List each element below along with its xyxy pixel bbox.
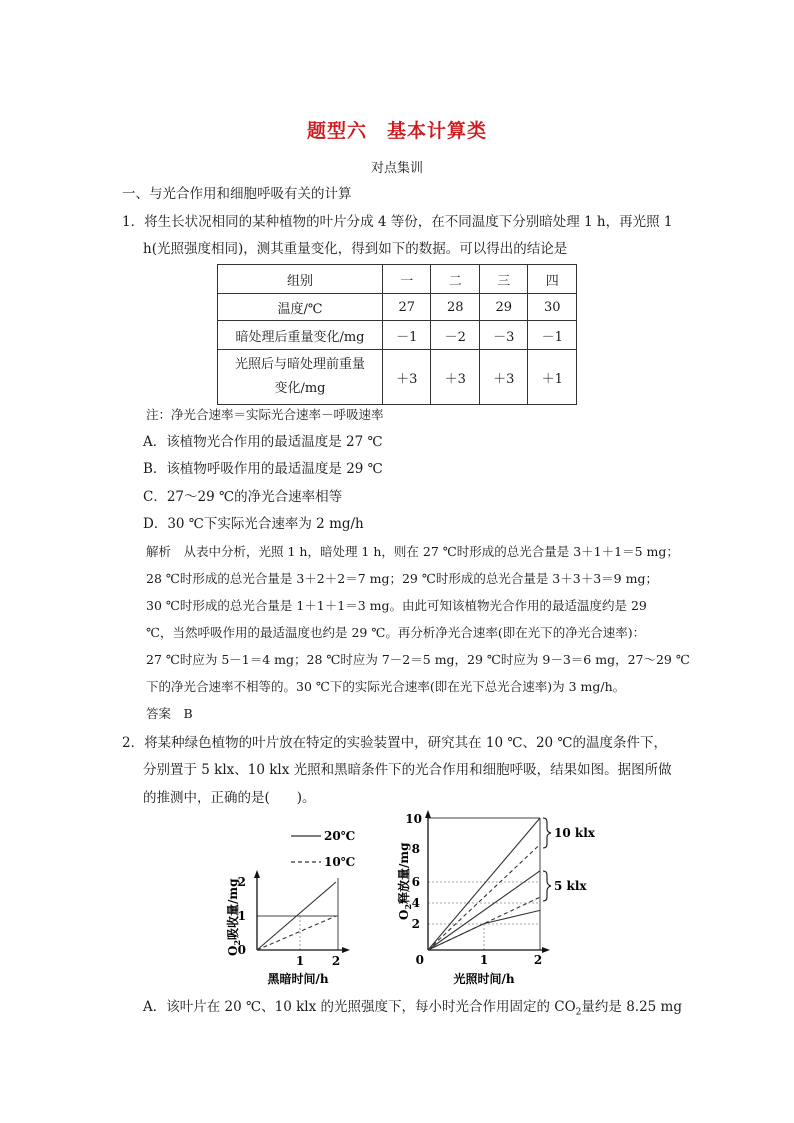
bracket-label: 5 klx <box>554 879 587 893</box>
bracket-5klx <box>543 871 551 901</box>
y-axis-label-rest: 吸收量/mg <box>226 878 240 940</box>
table-cell: 二 <box>431 265 480 294</box>
y-axis-label-sub: 2 <box>232 939 242 946</box>
table-cell: 28 <box>431 294 480 321</box>
bracket-label: 10 klx <box>554 826 595 840</box>
table-row <box>218 321 577 350</box>
q1-option-c: C．27～29 ℃的净光合速率相等 <box>143 489 343 505</box>
x-tick-label: 2 <box>533 953 543 967</box>
legend-label: 20℃ <box>324 829 356 843</box>
table-cell-line: 变化/mg <box>274 381 326 396</box>
page-title: 题型六 基本计算类 <box>306 120 487 142</box>
table-cell: 27 <box>382 294 431 321</box>
table-cell: －3 <box>479 321 528 350</box>
table-cell: 组别 <box>218 265 383 294</box>
series-line-1 <box>428 844 540 950</box>
table-cell: 温度/℃ <box>218 294 383 321</box>
q1-note: 注：净光合速率＝实际光合速率－呼吸速率 <box>146 407 384 422</box>
table-cell: 29 <box>479 294 528 321</box>
q1-analysis-line: ℃，当然呼吸作用的最适温度也约是 29 ℃。再分析净光合速率(即在光下的净光合速率)： <box>146 625 646 640</box>
table-cell: ＋3 <box>479 350 528 405</box>
series-line-2 <box>428 871 540 950</box>
y-tick-label: 10 <box>405 812 422 826</box>
y-tick-label: 2 <box>237 875 246 889</box>
q1-analysis-line: 27 ℃时应为 5－1＝4 mg；28 ℃时应为 7－2＝5 mg，29 ℃时应为 9－3＝6 mg，27～29 ℃ <box>146 652 690 667</box>
table-cell: 30 <box>528 294 577 321</box>
x-axis-arrow <box>342 947 350 953</box>
bracket-10klx <box>543 818 551 848</box>
y-tick-label: 1 <box>237 909 246 923</box>
q1-answer: 答案 B <box>146 706 193 721</box>
q2-line3: 的推测中，正确的是( )。 <box>143 790 316 806</box>
table-cell: 暗处理后重量变化/mg <box>218 321 383 350</box>
q1-analysis-line: 解析 从表中分析，光照 1 h，暗处理 1 h，则在 27 ℃时形成的总光合量是 3＋1＋1＝5 mg； <box>146 544 679 559</box>
q2-option-a-sub: 2 <box>575 1007 582 1018</box>
q1-analysis-line: 30 ℃时形成的总光合量是 1＋1＋1＝3 mg。由此可知该植物光合作用的最适温度约是 29 <box>146 598 647 613</box>
x-axis-arrow <box>542 947 550 953</box>
y-tick-label: 6 <box>411 875 420 889</box>
q1-line1: 1．将生长状况相同的某种植物的叶片分成 4 等份，在不同温度下分别暗处理 1 h，再光照 1 <box>122 214 673 230</box>
q1-line2: h(光照强度相同)，测其重量变化，得到如下的数据。可以得出的结论是 <box>143 241 568 257</box>
y-axis-label-rest: 释放量/mg <box>397 842 411 904</box>
q1-analysis-line: 28 ℃时形成的总光合量是 3＋2＋2＝7 mg；29 ℃时形成的总光合量是 3＋3＋3＝9 mg； <box>146 571 658 586</box>
series-group <box>428 818 540 950</box>
table-cell: ＋3 <box>431 350 480 405</box>
table-row <box>218 294 577 321</box>
y-axis-label-main: O <box>226 945 240 956</box>
x-tick-label: 0 <box>415 953 424 967</box>
table-cell: ＋3 <box>382 350 431 405</box>
table-cell: －2 <box>431 321 480 350</box>
y-tick-label: 8 <box>411 842 420 856</box>
legend-label: 10℃ <box>324 855 356 869</box>
y-axis-arrow <box>425 810 431 818</box>
x-axis-label: 黑暗时间/h <box>267 972 329 986</box>
y-axis-label <box>225 878 242 956</box>
table-row <box>218 350 577 405</box>
left-chart <box>225 829 355 986</box>
x-tick-label: 2 <box>331 954 341 968</box>
series-line-1 <box>257 916 336 950</box>
q1-analysis-line: 下的净光合速率不相等的。30 ℃下的实际光合速率(即在光下总光合速率)为 3 mg/h。 <box>146 679 626 694</box>
x-axis-label: 光照时间/h <box>453 972 515 986</box>
q2-option-a-text-end: 量约是 8.25 mg <box>581 999 682 1015</box>
table-cell: 三 <box>479 265 528 294</box>
y-tick-label: 4 <box>411 896 420 910</box>
page-subtitle: 对点集训 <box>370 161 423 176</box>
data-table <box>217 264 577 405</box>
q1-option-a: A．该植物光合作用的最适温度是 27 ℃ <box>143 434 383 450</box>
x-tick-label: 1 <box>479 953 489 967</box>
y-tick-label: 0 <box>237 943 246 957</box>
y-axis-label-sub: 2 <box>403 903 413 910</box>
y-tick-label: 2 <box>411 917 420 931</box>
q2-option-a <box>143 998 682 1022</box>
table-cell: ＋1 <box>528 350 577 405</box>
section-heading: 一、与光合作用和细胞呼吸有关的计算 <box>122 186 352 202</box>
x-tick-label: 1 <box>295 954 305 968</box>
table-cell <box>218 350 383 405</box>
y-axis-label <box>396 842 413 920</box>
table-row <box>218 265 577 294</box>
series-line-0 <box>428 818 540 950</box>
q2-line1: 2．将某种绿色植物的叶片放在特定的实验装置中，研究其在 10 ℃、20 ℃的温度条件下， <box>122 735 668 751</box>
table-cell: －1 <box>382 321 431 350</box>
q1-option-d: D．30 ℃下实际光合速率为 2 mg/h <box>143 516 364 532</box>
right-chart <box>396 810 596 986</box>
y-axis-label-main: O <box>397 909 411 920</box>
q1-option-b: B．该植物呼吸作用的最适温度是 29 ℃ <box>143 461 383 477</box>
charts-figure <box>220 808 600 998</box>
table-cell: 一 <box>382 265 431 294</box>
q2-option-a-text: A．该叶片在 20 ℃、10 klx 的光照强度下，每小时光合作用固定的 CO <box>143 999 576 1015</box>
table-cell: －1 <box>528 321 577 350</box>
table-cell-line: 光照后与暗处理前重量 <box>234 357 365 372</box>
y-axis-arrow <box>254 870 260 878</box>
table-cell: 四 <box>528 265 577 294</box>
q2-line2: 分别置于 5 klx、10 klx 光照和黑暗条件下的光合作用和细胞呼吸，结果如图。据图所做 <box>143 762 672 778</box>
